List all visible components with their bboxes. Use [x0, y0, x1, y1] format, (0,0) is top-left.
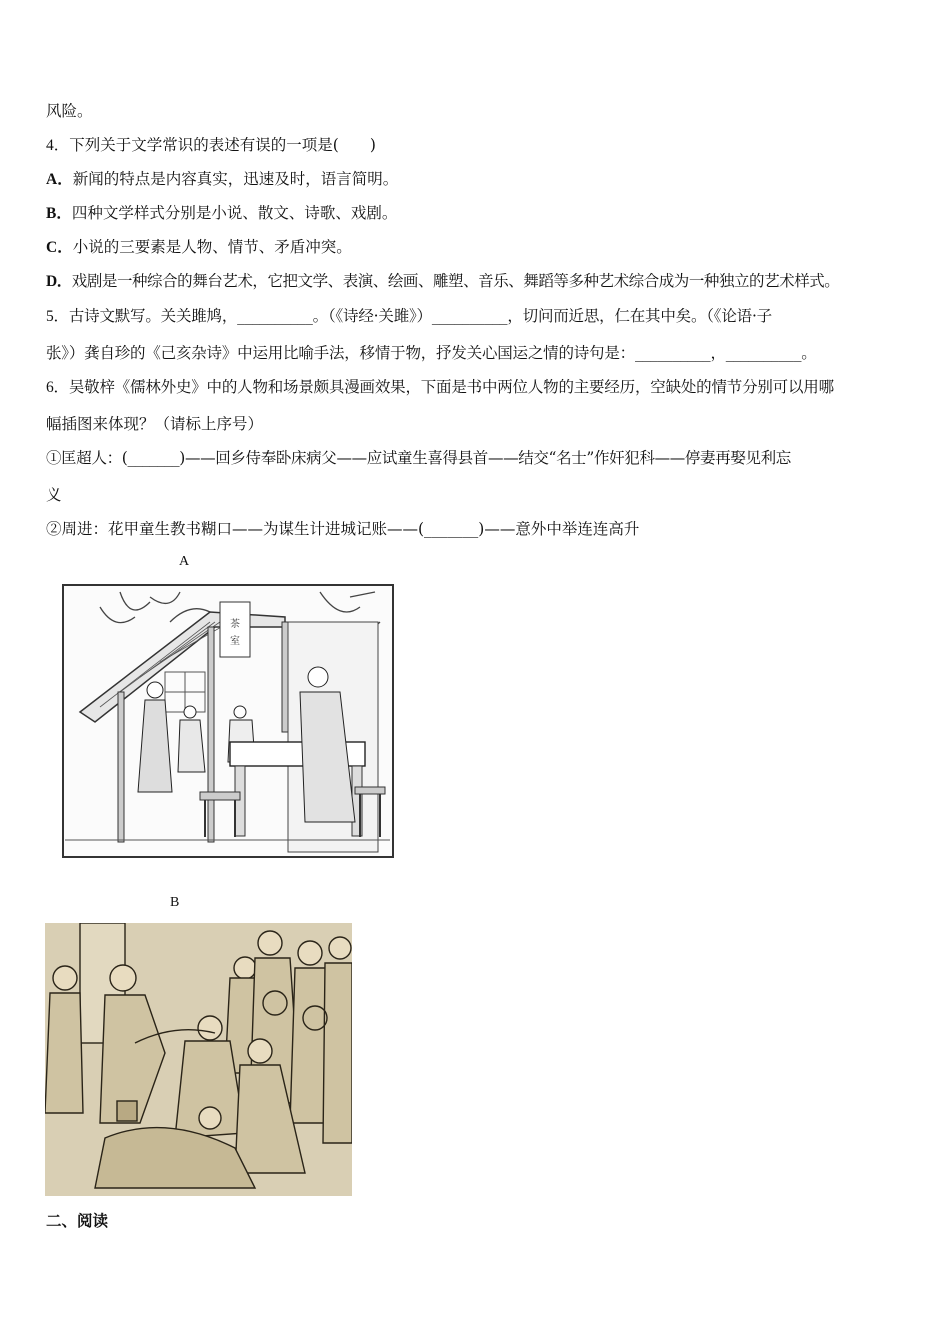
option-text: 小说的三要素是人物、情节、矛盾冲突。: [72, 238, 352, 256]
question-5-cont: 张》）龚自珍的《己亥杂诗》中运用比喻手法，移情于物，抒发关心国运之情的诗句是：__________，__________。: [46, 344, 817, 362]
item-1: ①匡超人：(_______)——回乡侍奉卧床病父——应试童生喜得县首——结交“名士”作奸犯科——停妻再娶见利忘: [46, 449, 791, 467]
option-c: [46, 237, 908, 258]
caption-a: A: [179, 554, 190, 569]
option-d: [46, 271, 908, 292]
option-label: A．: [46, 171, 73, 188]
question-6: [46, 377, 908, 398]
question-number: 5．: [46, 308, 69, 325]
ink-illustration-crowd: [45, 923, 352, 1196]
item-2: ②周进：花甲童生教书糊口——为谋生计进城记账——(_______)——意外中举连连高升: [46, 520, 640, 538]
option-a: [46, 169, 908, 190]
question-5: [46, 306, 908, 327]
question-number: 4．: [46, 137, 70, 154]
option-label: C．: [46, 239, 73, 256]
option-label: B．: [46, 205, 72, 222]
question-6-cont: 幅插图来体现？（请标上序号）: [46, 415, 264, 433]
option-text: 四种文学样式分别是小说、散文、诗歌、戏剧。: [71, 204, 398, 222]
option-label: D．: [46, 273, 72, 290]
illustration-a-drawing: [60, 582, 396, 860]
question-text: 吴敬梓《儒林外史》中的人物和场景颇具漫画效果，下面是书中两位人物的主要经历，空缺处的情节分别可以用哪: [68, 378, 834, 396]
item-1-cont: 义: [46, 486, 62, 504]
question-text: 古诗文默写。关关雎鸠，__________。（《诗经·关雎》）__________，切问而近思，仁在其中矣。（《论语·子: [68, 307, 772, 325]
question-text: 下列关于文学常识的表述有误的一项是( ): [69, 136, 376, 154]
option-text: 戏剧是一种综合的舞台艺术，它把文学、表演、绘画、雕塑、音乐、舞蹈等多种艺术综合成为一种独立的艺术样式。: [71, 272, 840, 290]
illustration-b-drawing: [45, 923, 352, 1196]
svg-text:室: 室: [230, 636, 240, 647]
question-number: 6．: [46, 379, 69, 396]
ink-illustration-teahouse: [60, 582, 396, 860]
svg-text:茶: 茶: [230, 619, 240, 630]
caption-b: B: [170, 895, 180, 910]
option-text: 新闻的特点是内容真实，迅速及时，语言简明。: [72, 170, 399, 188]
option-b: [46, 203, 908, 224]
question-4: [46, 135, 908, 156]
section-heading: 二、阅读: [46, 1211, 109, 1230]
text-line: 风险。: [46, 102, 93, 120]
